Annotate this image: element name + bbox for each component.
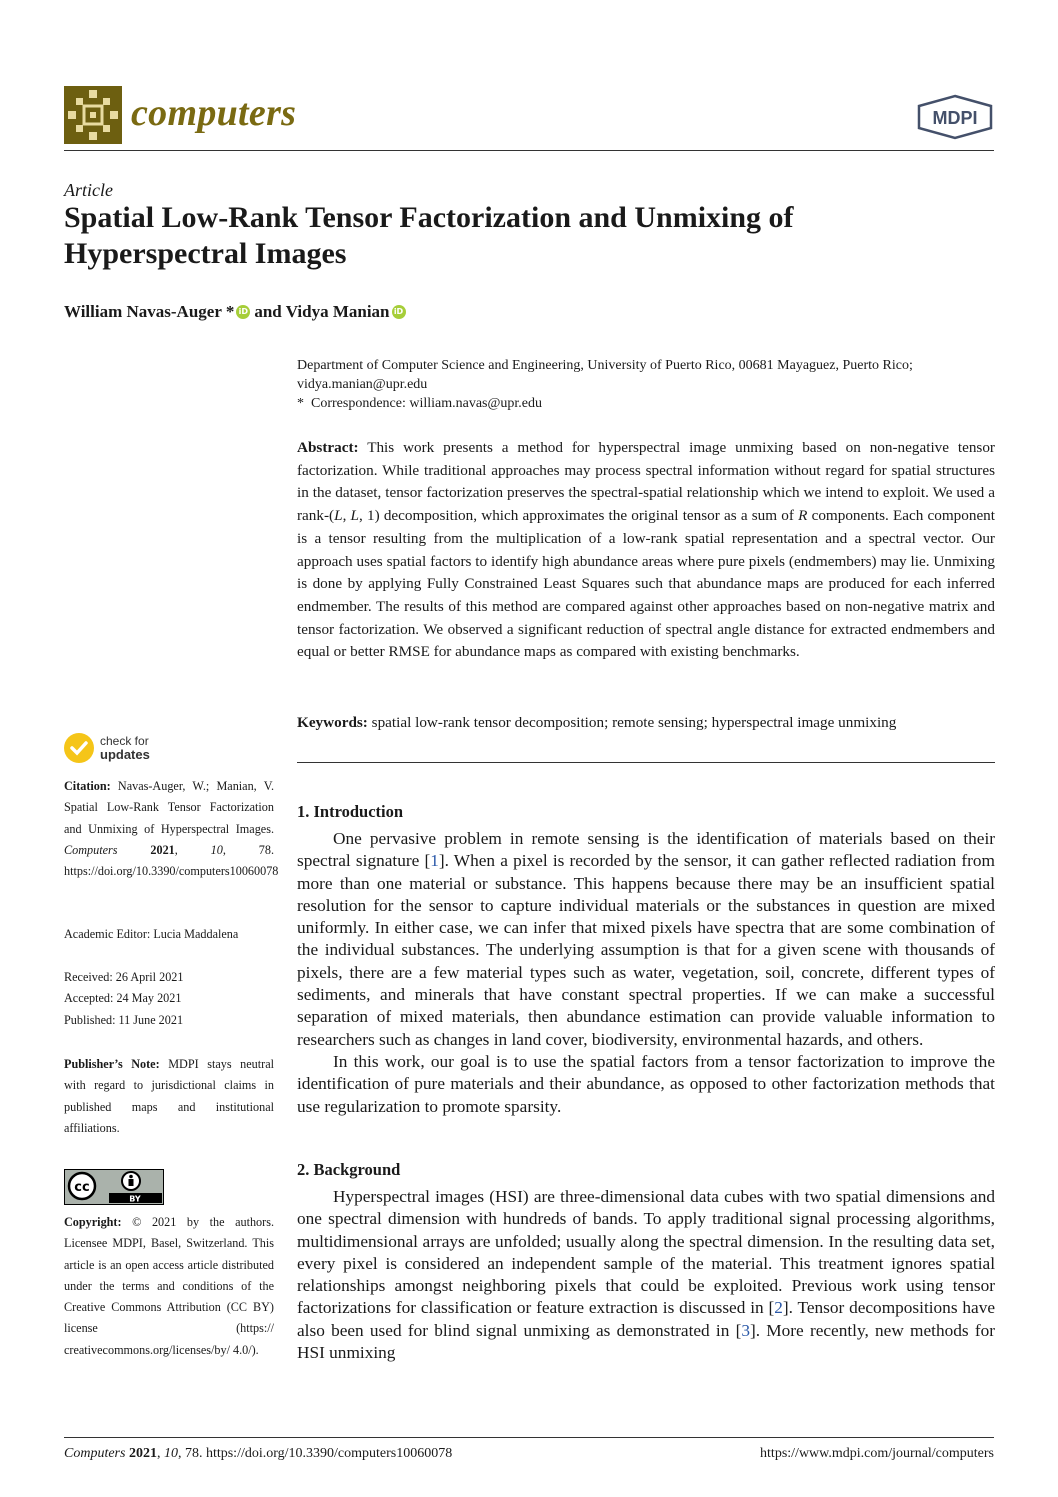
copyright-text: © 2021 by the authors. Licensee MDPI, Basel, Switzerland. This article is an open access article distributed under the terms and conditions of the Creative Commons Attribution (CC BY) license (https:// creativecommons.org/licenses/by/ 4.0/). xyxy=(64,1215,274,1357)
academic-editor: Academic Editor: Lucia Maddalena xyxy=(64,927,239,941)
received-date: Received: 26 April 2021 xyxy=(64,970,184,984)
citation-volume: 10 xyxy=(210,842,223,857)
check-updates-line-2: updates xyxy=(100,746,150,762)
dates-block xyxy=(64,967,274,1031)
footer-doi[interactable]: , 78. https://doi.org/10.3390/computers10060078 xyxy=(177,1446,453,1461)
affiliation-email[interactable]: vidya.manian@upr.edu xyxy=(297,377,428,392)
citation-link[interactable]: 2 xyxy=(774,1298,783,1318)
header-divider xyxy=(64,150,994,151)
abstract-text-2: , 1) decomposition, which approximates the original tensor as a sum of xyxy=(359,507,799,525)
author-1[interactable]: William Navas-Auger * xyxy=(64,302,235,321)
citation-doi[interactable]: , 78. https://doi.org/10.3390/computers10060078 xyxy=(64,842,279,879)
body-divider xyxy=(297,762,995,763)
paragraph-text: Hyperspectral images (HSI) are three-dimensional data cubes with two spatial dimensions and one spectral dimension with hundreds of bands. To apply traditional signal processing algorithms, multidimensional arrays are unfolded; usually along the spectral dimension. In the resulting data set, every pixel is considered an independent sample of the material. This treatment ignores spatial relationships amongst neighboring pixels that could be exploited. Previous work using tensor factorizations for classification or feature extraction is discussed in [ xyxy=(297,1187,995,1318)
citation-link[interactable]: 1 xyxy=(430,851,439,871)
citation-journal: Computers xyxy=(64,842,118,857)
orcid-icon[interactable]: iD xyxy=(236,305,250,319)
footer-volume: 10 xyxy=(163,1446,178,1461)
published-date: Published: 11 June 2021 xyxy=(64,1012,184,1027)
footer-separator: , xyxy=(156,1446,164,1461)
publisher-note-text: MDPI stays neutral with regard to jurisdictional claims in published maps and institutional affiliations. xyxy=(64,1057,275,1135)
abstract-symbol-l: L xyxy=(334,507,343,525)
citation-separator: , xyxy=(174,842,211,857)
paragraph xyxy=(297,1186,995,1364)
section-heading-introduction: 1. Introduction xyxy=(297,802,404,821)
check-for-updates-badge[interactable] xyxy=(64,731,224,765)
checkmark-icon xyxy=(64,733,94,763)
check-updates-icon xyxy=(64,733,94,763)
footer-divider xyxy=(64,1437,994,1438)
journal-logo-icon xyxy=(64,86,122,144)
cc-by-license-badge[interactable] xyxy=(64,1169,164,1205)
mdpi-logo-icon[interactable] xyxy=(916,94,994,140)
copyright-block xyxy=(64,1212,274,1361)
footer-year: 2021 xyxy=(128,1446,157,1461)
publisher-note-label: Publisher’s Note: xyxy=(64,1057,160,1071)
paragraph-text: One pervasive problem in remote sensing is the identification of materials based on their spectral signature [ xyxy=(297,829,995,871)
citation-block xyxy=(64,776,279,882)
keywords-text: spatial low-rank tensor decomposition; remote sensing; hyperspectral image unmixing xyxy=(371,714,897,731)
cc-label: cc xyxy=(74,1180,90,1195)
keywords-label: Keywords: xyxy=(297,714,368,731)
footer-journal-url[interactable]: https://www.mdpi.com/journal/computers xyxy=(760,1446,994,1461)
footer-journal: Computers xyxy=(64,1446,126,1461)
citation-text: Navas-Auger, W.; Manian, V. Spatial Low-Rank Tensor Factorization and Unmixing of Hyperspectral Images. xyxy=(64,779,274,836)
introduction-body xyxy=(297,828,995,1118)
correspondence xyxy=(297,394,995,413)
author-line xyxy=(64,300,410,324)
paragraph-text: ]. More recently, new methods for HSI unmixing xyxy=(297,1320,995,1363)
abstract xyxy=(297,437,995,664)
copyright-label: Copyright: xyxy=(64,1215,122,1229)
abstract-text-3: components. Each component is a tensor resulting from the multiplication of a low-rank spatial representation and a spectral vector. Our approach uses spatial factors to identify high abundance areas where pure pixels (endmembers) may lie. Unmixing is done by applying Fully Constrained Least Squares such that abundance maps are produced for each inferred endmember. The results of this method are compared against other approaches based on non-negative matrix and tensor factorization. We observed a significant reduction of spectral angle distance for extracted endmembers and equal or better RMSE for abundance maps as compared with existing benchmarks. xyxy=(297,507,995,661)
article-type: Article xyxy=(64,180,113,200)
keywords xyxy=(297,712,995,734)
correspondence-text[interactable]: Correspondence: william.navas@upr.edu xyxy=(311,396,542,411)
by-label: BY xyxy=(129,1194,141,1203)
paragraph-text: ]. When a pixel is recorded by the sensor, it can gather reflected radiation from more than one material or substance. This happens because there may be an insufficient spatial resolution for the sensor to capture individual materials or the substances in question are mixed uniformly. In either case, we can infer that mixed pixels have spectra that are some combination of the individual substances. The underlying assumption is that for a given scene with thousands of pixels, there are a few material types such as water, vegetation, soil, concrete, different types of sediments, and minerals that have constant spectral properties. If we can make a successful separation of mixed materials, then abundance estimation can provide valuable information to researchers such as changes in land cover, biodiversity, environmental hazards, and others. xyxy=(297,851,995,1049)
paragraph xyxy=(297,828,995,1051)
orcid-icon[interactable]: iD xyxy=(392,305,406,319)
footer-citation xyxy=(64,1444,452,1464)
affiliation-line-1: Department of Computer Science and Engineering, University of Puerto Rico, 00681 Mayaguez, Puerto Rico; xyxy=(297,358,913,373)
author-2[interactable]: Vidya Manian xyxy=(285,302,390,321)
author-conjunction: and xyxy=(254,302,282,321)
paragraph: In this work, our goal is to use the spatial factors from a tensor factorization to improve the identification of pure materials and their abundance, as opposed to other factorization methods that use regularization to promote sparsity. xyxy=(297,1051,995,1116)
citation-link[interactable]: 3 xyxy=(741,1320,750,1340)
background-body xyxy=(297,1186,995,1364)
citation-year: 2021 xyxy=(150,842,175,857)
mdpi-logo-text: MDPI xyxy=(932,108,978,128)
abstract-text-1: This work presents a method for hyperspectral image unmixing based on non-negative tensor factorization. While traditional approaches may process spectral information without regard for spatial structures in the dataset, tensor factorization preserves the spectral-spatial relationship which we intend to exploit. We used a rank-( xyxy=(297,439,995,525)
abstract-symbol-l: L xyxy=(350,507,359,525)
journal-name[interactable]: computers xyxy=(131,92,297,134)
paragraph-text: ]. Tensor decompositions have also been used for blind signal unmixing as demonstrated in [ xyxy=(297,1298,996,1340)
article-title: Spatial Low-Rank Tensor Factorization and Unmixing of Hyperspectral Images xyxy=(64,201,794,270)
section-heading-background: 2. Background xyxy=(297,1160,401,1179)
abstract-separator: , xyxy=(342,507,351,525)
correspondence-marker: * xyxy=(297,396,304,411)
accepted-date: Accepted: 24 May 2021 xyxy=(64,991,182,1006)
citation-label: Citation: xyxy=(64,779,111,793)
abstract-symbol-r: R xyxy=(798,507,808,525)
cc-by-icon xyxy=(65,1170,162,1203)
publisher-note xyxy=(64,1054,274,1139)
check-updates-line-1: check for xyxy=(100,733,149,748)
affiliation xyxy=(297,356,995,413)
abstract-label: Abstract: xyxy=(297,439,359,456)
